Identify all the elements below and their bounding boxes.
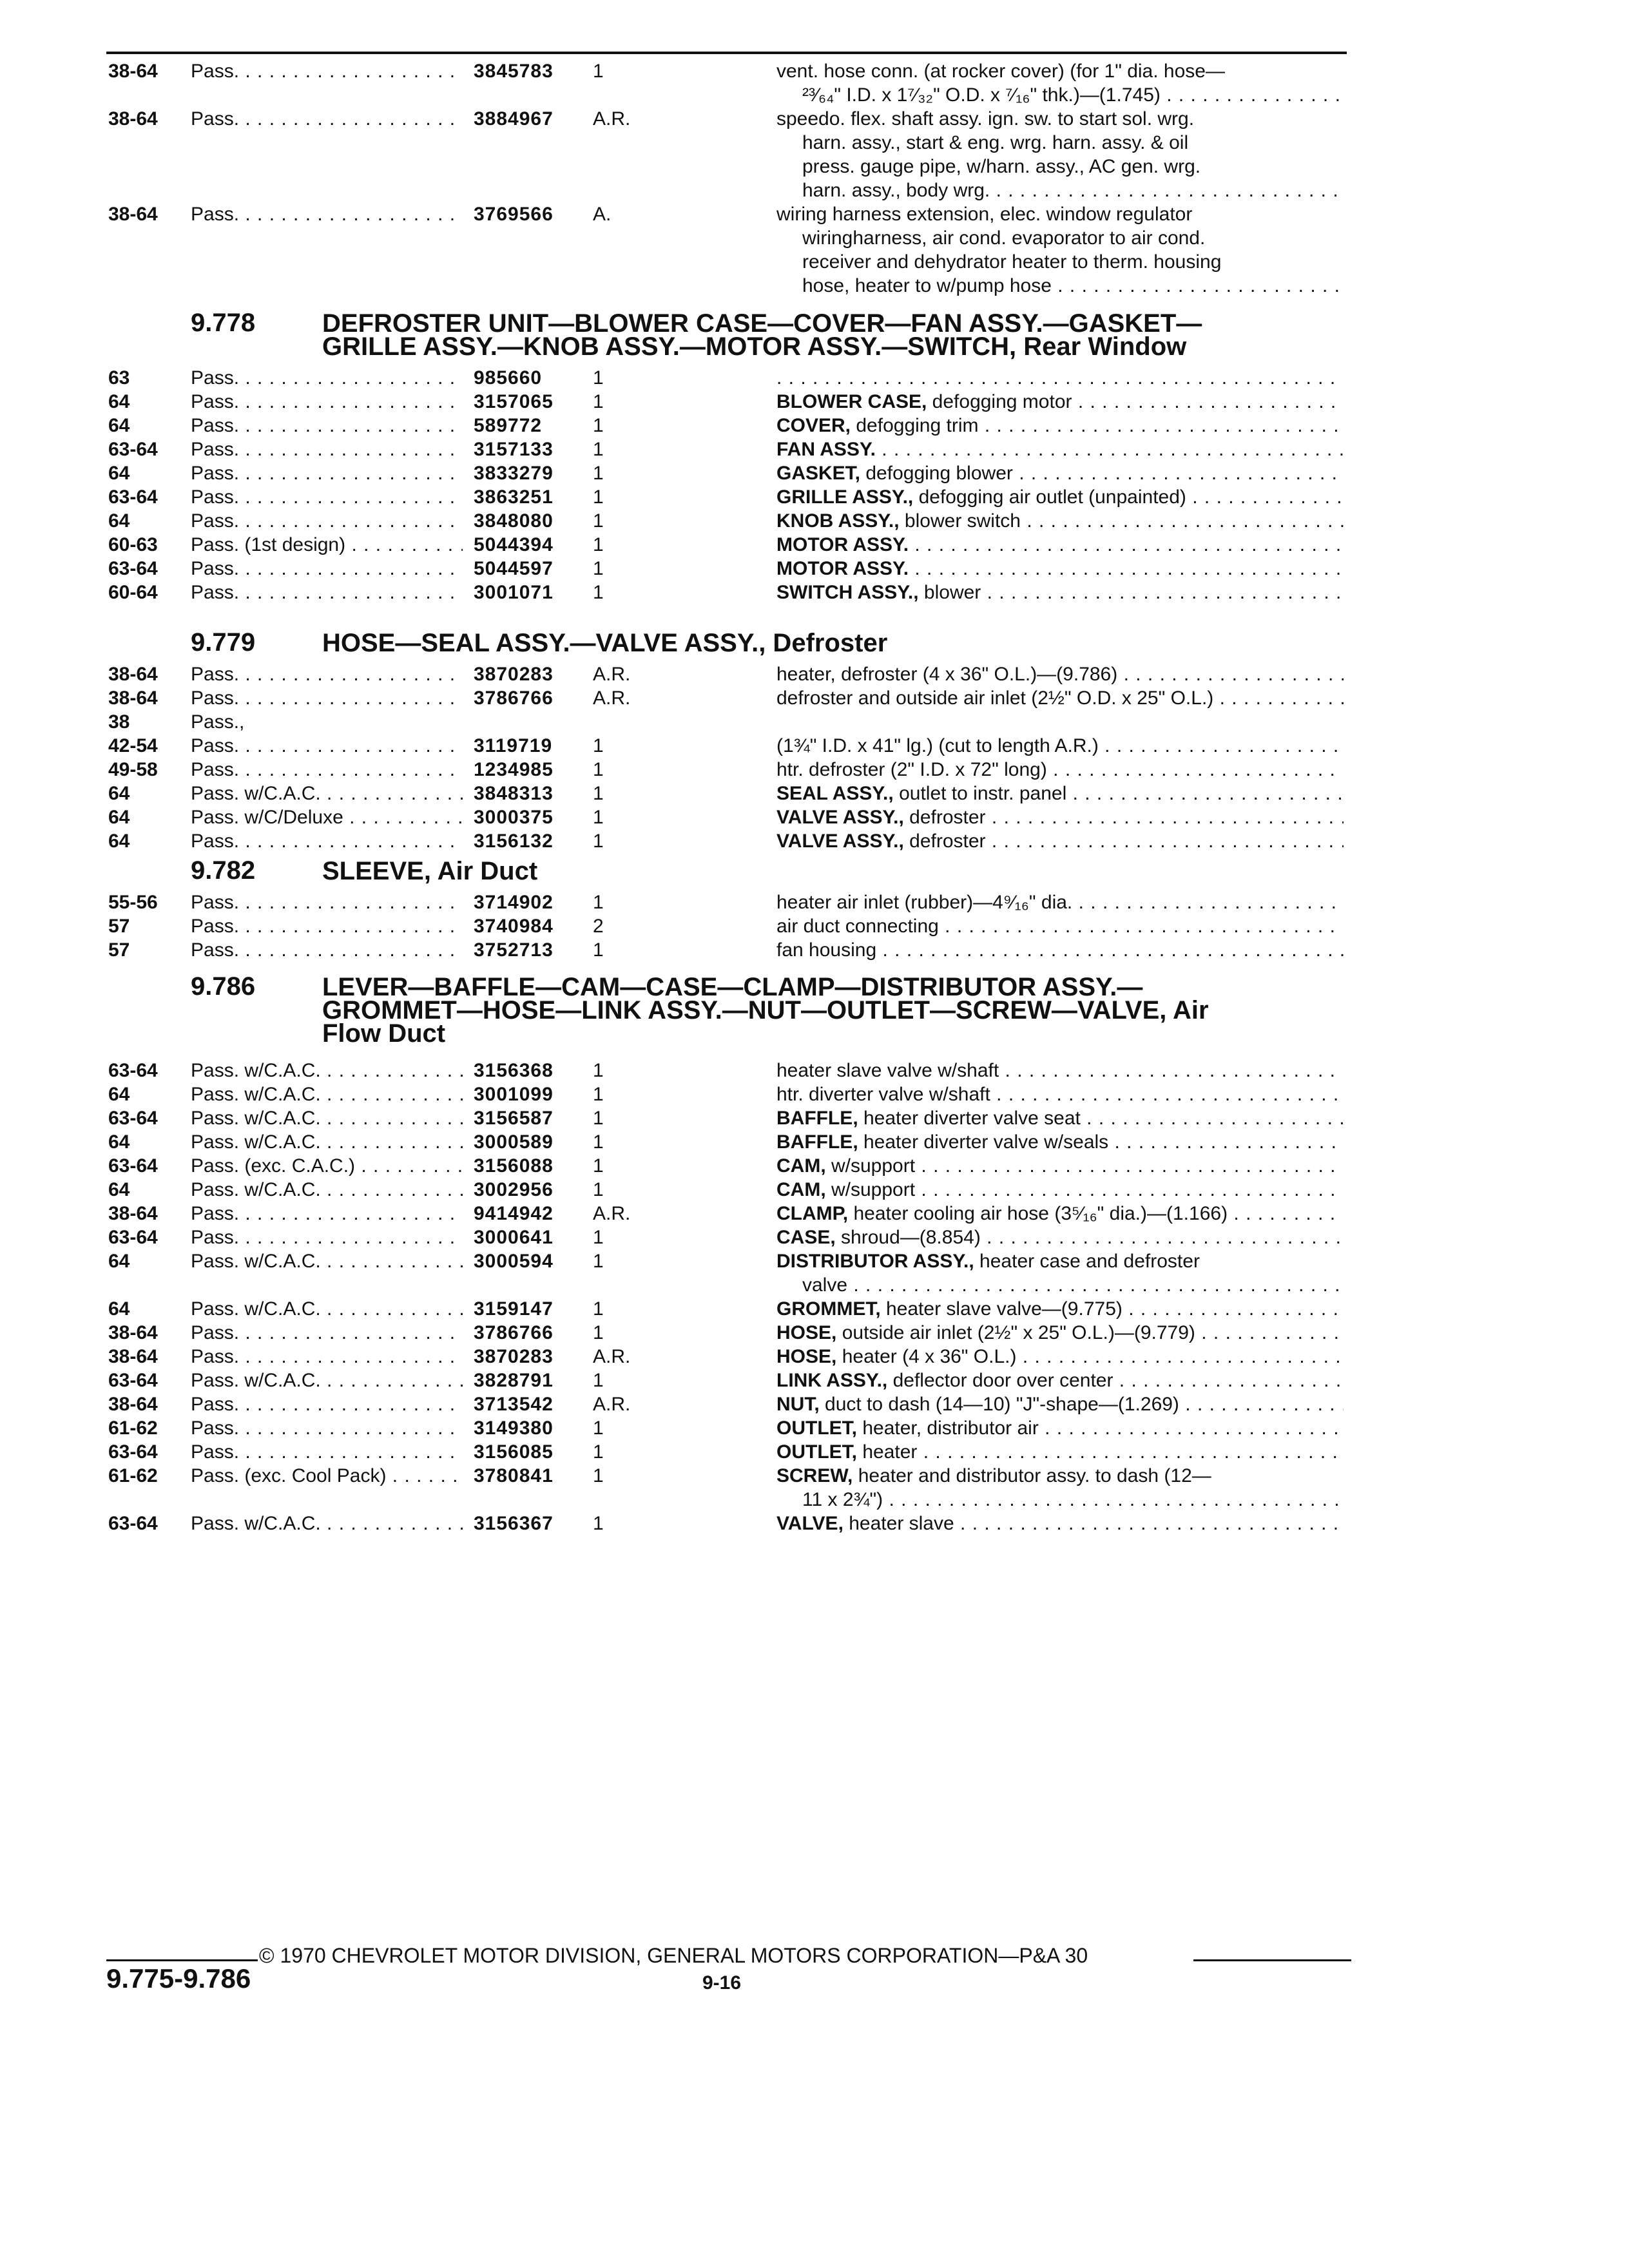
- section-title: GROMMET—HOSE—LINK ASSY.—NUT—OUTLET—SCREW—VALVE, Air: [322, 996, 1209, 1024]
- description: [776, 662, 1344, 686]
- model-name: Pass. . . .: [191, 758, 463, 782]
- part-number: 3159147: [474, 1298, 554, 1320]
- model-name: Pass. . . .: [191, 734, 463, 758]
- description-line: harn. assy., body wrg. . . .: [802, 178, 1344, 202]
- section-title: HOSE—SEAL ASSY.—VALVE ASSY., Defroster: [322, 629, 888, 657]
- model-name: Pass. . . .: [191, 581, 463, 604]
- part-name: VALVE,: [776, 1513, 843, 1534]
- part-number: 3848313: [474, 783, 554, 804]
- part-number: 3884967: [474, 108, 554, 130]
- model-name: Pass. . . .: [191, 662, 463, 686]
- year-range: 60-64: [108, 582, 158, 603]
- model-name: Pass. w/C.A.C. . . .: [191, 1130, 463, 1154]
- part-number: 3740984: [474, 916, 554, 937]
- part-name: VALVE ASSY.,: [776, 831, 904, 852]
- year-range: 38-64: [108, 61, 158, 82]
- quantity: 1: [593, 439, 604, 460]
- part-number: 3001099: [474, 1084, 554, 1105]
- quantity: 1: [593, 892, 604, 913]
- quantity: 1: [593, 807, 604, 828]
- description: [776, 938, 1344, 962]
- description: [776, 890, 1344, 914]
- top-rule: [106, 52, 1347, 54]
- part-detail: outside air inlet (2½" x 25" O.L.)—(9.779): [836, 1322, 1195, 1343]
- year-range: 38-64: [108, 1346, 158, 1367]
- part-detail: heater cooling air hose (3⁵⁄₁₆" dia.)—(1.166): [848, 1203, 1228, 1224]
- part-name: BAFFLE,: [776, 1131, 858, 1153]
- part-detail: outlet to instr. panel: [893, 783, 1067, 804]
- model-name: Pass. . . .: [191, 437, 463, 461]
- section-number: 9.779: [191, 628, 256, 657]
- part-detail: heater diverter valve seat: [858, 1108, 1081, 1129]
- year-range: 64: [108, 807, 130, 828]
- description: [776, 1106, 1344, 1130]
- quantity: 1: [593, 831, 604, 852]
- model-name: Pass. (exc. C.A.C.) . . .: [191, 1154, 463, 1178]
- year-range: 57: [108, 939, 130, 961]
- model-name: Pass. w/C.A.C. . . .: [191, 1297, 463, 1321]
- description: [776, 1297, 1344, 1321]
- year-range: 38-64: [108, 687, 158, 709]
- part-detail: defogging air outlet (unpainted): [913, 486, 1186, 508]
- part-number: 5044597: [474, 558, 554, 579]
- quantity: 1: [593, 1251, 604, 1272]
- year-range: 63-64: [108, 558, 158, 579]
- description: [776, 829, 1344, 853]
- description: [776, 1154, 1344, 1178]
- quantity: A.R.: [593, 1203, 631, 1224]
- quantity: 1: [593, 1465, 604, 1486]
- section-title: GRILLE ASSY.—KNOB ASSY.—MOTOR ASSY.—SWITCH, Rear Window: [322, 332, 1187, 361]
- quantity: 1: [593, 1131, 604, 1153]
- part-number: 3713542: [474, 1394, 554, 1415]
- year-range: 63-64: [108, 1513, 158, 1534]
- model-name: Pass. w/C.A.C. . . .: [191, 1512, 463, 1535]
- year-range: 38-64: [108, 1322, 158, 1343]
- part-detail: blower: [918, 582, 981, 603]
- part-name: OUTLET,: [776, 1418, 857, 1439]
- quantity: 1: [593, 1060, 604, 1081]
- model-name: Pass. w/C.A.C. . . .: [191, 1059, 463, 1082]
- quantity: 1: [593, 1084, 604, 1105]
- part-number: 3002956: [474, 1179, 554, 1200]
- quantity: 1: [593, 1418, 604, 1439]
- part-detail: defogging trim: [851, 415, 979, 436]
- year-range: 63-64: [108, 1108, 158, 1129]
- year-range: 49-58: [108, 759, 158, 780]
- model-name: Pass. (1st design) . . .: [191, 533, 463, 557]
- footer-page-number: 9-16: [702, 1972, 742, 1994]
- part-number: 3780841: [474, 1465, 554, 1486]
- quantity: 1: [593, 1513, 604, 1534]
- part-name: FAN ASSY.: [776, 439, 876, 460]
- part-number: 3119719: [474, 735, 553, 756]
- model-name: Pass. . . .: [191, 1225, 463, 1249]
- year-range: 64: [108, 1131, 130, 1153]
- quantity: 1: [593, 759, 604, 780]
- part-number: 3000594: [474, 1251, 554, 1272]
- part-detail: heater case and defroster: [974, 1251, 1200, 1272]
- year-range: 63-64: [108, 486, 158, 508]
- part-number: 3157133: [474, 439, 554, 460]
- part-number: 1234985: [474, 759, 554, 780]
- quantity: A.R.: [593, 687, 631, 709]
- part-name: GRILLE ASSY.,: [776, 486, 914, 508]
- part-detail: defogging blower: [860, 463, 1013, 484]
- description-line: wiring harness extension, elec. window regulator: [776, 204, 1193, 225]
- year-range: 64: [108, 1179, 130, 1200]
- model-name: Pass. . . .: [191, 414, 463, 437]
- description: [776, 1321, 1344, 1345]
- year-range: 57: [108, 916, 130, 937]
- description: [776, 758, 1344, 782]
- description: [776, 914, 1344, 938]
- description: [776, 1440, 1344, 1464]
- part-number: 3848080: [474, 510, 554, 532]
- model-name: Pass. . . .: [191, 390, 463, 414]
- part-number: 985660: [474, 367, 543, 389]
- year-range: 61-62: [108, 1465, 158, 1486]
- part-number: 3833279: [474, 463, 554, 484]
- footer-copyright: © 1970 CHEVROLET MOTOR DIVISION, GENERAL MOTORS CORPORATION—P&A 30: [259, 1944, 1088, 1967]
- part-detail: w/support: [825, 1179, 916, 1200]
- part-detail: w/support: [825, 1155, 916, 1177]
- quantity: 1: [593, 558, 604, 579]
- part-name: NUT,: [776, 1394, 820, 1415]
- year-range: 63: [108, 367, 130, 389]
- description: [776, 533, 1344, 557]
- year-range: 38: [108, 711, 130, 733]
- part-name: BAFFLE,: [776, 1108, 858, 1129]
- description: [776, 581, 1344, 604]
- year-range: 63-64: [108, 1227, 158, 1248]
- year-range: 63-64: [108, 1155, 158, 1177]
- year-range: 64: [108, 831, 130, 852]
- part-number: 589772: [474, 415, 543, 436]
- description: [776, 437, 1344, 461]
- section-title: DEFROSTER UNIT—BLOWER CASE—COVER—FAN ASSY.—GASKET—: [322, 309, 1202, 338]
- part-number: 3149380: [474, 1418, 554, 1439]
- part-detail: defogging motor: [927, 391, 1072, 412]
- model-name: Pass. w/C.A.C. . . .: [191, 782, 463, 805]
- description: [776, 1178, 1344, 1202]
- part-detail: heater and distributor assy. to dash (12—: [853, 1465, 1211, 1486]
- part-name: VALVE ASSY.,: [776, 807, 904, 828]
- description-line: wiringharness, air cond. evaporator to air cond.: [802, 227, 1206, 249]
- part-detail: htr. defroster (2" I.D. x 72" long): [776, 759, 1047, 780]
- part-number: 3863251: [474, 486, 554, 508]
- quantity: 1: [593, 1322, 604, 1343]
- quantity: 1: [593, 1179, 604, 1200]
- description-line: press. gauge pipe, w/harn. assy., AC gen. wrg.: [802, 156, 1201, 177]
- part-detail: heater diverter valve w/seals: [858, 1131, 1109, 1153]
- quantity: 1: [593, 939, 604, 961]
- part-name: MOTOR ASSY.: [776, 558, 909, 579]
- part-detail: heater: [857, 1441, 918, 1463]
- year-range: 64: [108, 1298, 130, 1320]
- description: [776, 1464, 1344, 1488]
- description: [776, 461, 1344, 485]
- part-number: 3000375: [474, 807, 554, 828]
- part-name: SEAL ASSY.,: [776, 783, 894, 804]
- footer-rule-left: [106, 1959, 258, 1961]
- description-line: harn. assy., start & eng. wrg. harn. assy. & oil: [802, 132, 1189, 153]
- part-detail: htr. diverter valve w/shaft: [776, 1084, 990, 1105]
- model-name: Pass. . . .: [191, 1392, 463, 1416]
- quantity: 1: [593, 391, 604, 412]
- description: [776, 1082, 1344, 1106]
- part-name: MOTOR ASSY.: [776, 534, 909, 555]
- model-name: Pass. w/C.A.C. . . .: [191, 1082, 463, 1106]
- part-number: 3769566: [474, 204, 554, 225]
- description: [776, 1392, 1344, 1416]
- quantity: 1: [593, 367, 604, 389]
- section-title: LEVER—BAFFLE—CAM—CASE—CLAMP—DISTRIBUTOR ASSY.—: [322, 973, 1143, 1001]
- quantity: A.R.: [593, 1394, 631, 1415]
- model-name: Pass. . . .: [191, 890, 463, 914]
- part-detail: heater slave: [843, 1513, 954, 1534]
- part-detail: deflector door over center: [887, 1370, 1113, 1391]
- model-name: Pass. . . .: [191, 1202, 463, 1225]
- quantity: 1: [593, 534, 604, 555]
- model-name: Pass. (exc. Cool Pack) . . .: [191, 1464, 463, 1488]
- year-range: 60-63: [108, 534, 158, 555]
- description: [776, 1249, 1344, 1273]
- model-name: Pass. w/C.A.C. . . .: [191, 1178, 463, 1202]
- quantity: 1: [593, 61, 604, 82]
- part-name: CASE,: [776, 1227, 836, 1248]
- part-number: 3001071: [474, 582, 554, 603]
- quantity: 1: [593, 735, 604, 756]
- description: [776, 414, 1344, 437]
- description: [776, 1345, 1344, 1369]
- year-range: 64: [108, 783, 130, 804]
- part-number: 3870283: [474, 664, 554, 685]
- model-name: Pass. . . .: [191, 1440, 463, 1464]
- model-name: Pass. . . .: [191, 107, 463, 131]
- part-number: 3786766: [474, 1322, 554, 1343]
- year-range: 63-64: [108, 439, 158, 460]
- year-range: 63-64: [108, 1441, 158, 1463]
- footer-section-range: 9.775-9.786: [106, 1963, 251, 1994]
- model-name: Pass. . . .: [191, 59, 463, 83]
- year-range: 64: [108, 510, 130, 532]
- quantity: A.: [593, 204, 612, 225]
- part-detail: heater, distributor air: [857, 1418, 1039, 1439]
- description-line: hose, heater to w/pump hose . . .: [802, 274, 1344, 298]
- description: [776, 557, 1344, 581]
- quantity: 1: [593, 1155, 604, 1177]
- description: [776, 782, 1344, 805]
- part-number: 3845783: [474, 61, 554, 82]
- quantity: 1: [593, 1370, 604, 1391]
- section-number: 9.782: [191, 856, 256, 885]
- part-number: 3828791: [474, 1370, 554, 1391]
- description-continuation: valve . . .: [802, 1273, 1344, 1297]
- part-number: 3156368: [474, 1060, 554, 1081]
- model-name: Pass. . . .: [191, 829, 463, 853]
- quantity: 1: [593, 783, 604, 804]
- model-name: Pass. . . .: [191, 686, 463, 710]
- part-number: 3752713: [474, 939, 554, 961]
- part-number: 3156367: [474, 1513, 554, 1534]
- quantity: 1: [593, 1108, 604, 1129]
- part-detail: (1¾" I.D. x 41" lg.) (cut to length A.R.): [776, 735, 1099, 756]
- description: [776, 1059, 1344, 1082]
- year-range: 38-64: [108, 108, 158, 130]
- model-name: Pass. . . .: [191, 485, 463, 509]
- quantity: 1: [593, 1227, 604, 1248]
- part-name: CAM,: [776, 1155, 826, 1177]
- part-detail: defroster: [903, 831, 986, 852]
- description: [776, 1512, 1344, 1535]
- model-name: Pass. . . .: [191, 461, 463, 485]
- description: [776, 734, 1344, 758]
- quantity: A.R.: [593, 664, 631, 685]
- year-range: 42-54: [108, 735, 158, 756]
- model-name: Pass. . . .: [191, 557, 463, 581]
- part-detail: heater, defroster (4 x 36" O.L.)—(9.786): [776, 664, 1118, 685]
- description: [776, 485, 1344, 509]
- part-name: HOSE,: [776, 1346, 837, 1367]
- part-detail: defroster and outside air inlet (2½" O.D. x 25" O.L.): [776, 687, 1214, 709]
- part-detail: fan housing: [776, 939, 877, 961]
- quantity: A.R.: [593, 108, 631, 130]
- model-name: Pass. w/C.A.C. . . .: [191, 1249, 463, 1273]
- year-range: 64: [108, 1084, 130, 1105]
- part-detail: defroster: [903, 807, 986, 828]
- part-number: 3156132: [474, 831, 554, 852]
- part-name: COVER,: [776, 415, 851, 436]
- part-name: LINK ASSY.,: [776, 1370, 888, 1391]
- description-line: receiver and dehydrator heater to therm. housing: [802, 251, 1222, 273]
- part-detail: air duct connecting: [776, 916, 939, 937]
- description-line: vent. hose conn. (at rocker cover) (for 1" dia. hose—: [776, 61, 1225, 82]
- part-detail: blower switch: [899, 510, 1021, 532]
- part-number: 9414942: [474, 1203, 554, 1224]
- year-range: 64: [108, 1251, 130, 1272]
- year-range: 38-64: [108, 664, 158, 685]
- model-name: Pass. . . .: [191, 1321, 463, 1345]
- year-range: 55-56: [108, 892, 158, 913]
- part-number: 3157065: [474, 391, 554, 412]
- part-number: 3000589: [474, 1131, 554, 1153]
- part-detail: shroud—(8.854): [835, 1227, 981, 1248]
- model-name: Pass. . . .: [191, 366, 463, 390]
- description: [776, 805, 1344, 829]
- part-name: CLAMP,: [776, 1203, 849, 1224]
- part-number: 3000641: [474, 1227, 554, 1248]
- description: [776, 1130, 1344, 1154]
- quantity: 1: [593, 415, 604, 436]
- part-name: HOSE,: [776, 1322, 837, 1343]
- model-name: Pass. . . .: [191, 914, 463, 938]
- description-leader: [776, 366, 1344, 390]
- part-name: OUTLET,: [776, 1441, 857, 1463]
- section-title: SLEEVE, Air Duct: [322, 857, 538, 885]
- description-line: ²³⁄₆₄" I.D. x 1⁷⁄₃₂" O.D. x ⁷⁄₁₆" thk.)—(1.745) . . .: [802, 83, 1344, 107]
- description: [776, 509, 1344, 533]
- part-detail: duct to dash (14—10) "J"-shape—(1.269): [819, 1394, 1179, 1415]
- quantity: 1: [593, 1441, 604, 1463]
- description: [776, 686, 1344, 710]
- part-name: GASKET,: [776, 463, 861, 484]
- year-range: 38-64: [108, 1203, 158, 1224]
- part-name: CAM,: [776, 1179, 826, 1200]
- quantity: 1: [593, 463, 604, 484]
- section-title: Flow Duct: [322, 1019, 446, 1048]
- description: [776, 390, 1344, 414]
- model-name: Pass. . . .: [191, 202, 463, 226]
- description: [776, 1202, 1344, 1225]
- part-detail: heater slave valve—(9.775): [880, 1298, 1123, 1320]
- part-name: KNOB ASSY.,: [776, 510, 900, 532]
- section-number: 9.786: [191, 972, 256, 1001]
- model-name: Pass. w/C.A.C. . . .: [191, 1369, 463, 1392]
- quantity: 1: [593, 1298, 604, 1320]
- part-name: SWITCH ASSY.,: [776, 582, 919, 603]
- part-name: GROMMET,: [776, 1298, 881, 1320]
- quantity: 1: [593, 510, 604, 532]
- part-name: DISTRIBUTOR ASSY.,: [776, 1251, 974, 1272]
- part-detail: heater air inlet (rubber)—4⁹⁄₁₆" dia.: [776, 892, 1073, 913]
- quantity: 1: [593, 582, 604, 603]
- quantity: 2: [593, 916, 604, 937]
- model-name: Pass. . . .: [191, 509, 463, 533]
- year-range: 63-64: [108, 1060, 158, 1081]
- year-range: 38-64: [108, 204, 158, 225]
- part-detail: heater slave valve w/shaft: [776, 1060, 999, 1081]
- description: [776, 1416, 1344, 1440]
- model-name: Pass. . . .: [191, 1416, 463, 1440]
- part-name: SCREW,: [776, 1465, 853, 1486]
- quantity: 1: [593, 486, 604, 508]
- model-name: Pass. . . .: [191, 1345, 463, 1369]
- part-number: 3156088: [474, 1155, 554, 1177]
- model-name: Pass.,: [191, 711, 245, 733]
- part-number: 5044394: [474, 534, 554, 555]
- model-name: Pass. . . .: [191, 938, 463, 962]
- description: [776, 1369, 1344, 1392]
- part-name: BLOWER CASE,: [776, 391, 927, 412]
- part-number: 3156085: [474, 1441, 554, 1463]
- model-name: Pass. w/C.A.C. . . .: [191, 1106, 463, 1130]
- year-range: 63-64: [108, 1370, 158, 1391]
- year-range: 38-64: [108, 1394, 158, 1415]
- part-number: 3714902: [474, 892, 554, 913]
- description: [776, 1225, 1344, 1249]
- quantity: A.R.: [593, 1346, 631, 1367]
- model-name: Pass. w/C/Deluxe . . .: [191, 805, 463, 829]
- part-number: 3786766: [474, 687, 554, 709]
- year-range: 64: [108, 391, 130, 412]
- year-range: 64: [108, 463, 130, 484]
- part-number: 3870283: [474, 1346, 554, 1367]
- part-number: 3156587: [474, 1108, 554, 1129]
- section-number: 9.778: [191, 309, 256, 337]
- description-line: speedo. flex. shaft assy. ign. sw. to start sol. wrg.: [776, 108, 1195, 130]
- footer-rule-right: [1193, 1959, 1351, 1961]
- year-range: 61-62: [108, 1418, 158, 1439]
- description-continuation: 11 x 2¾") . . .: [802, 1488, 1344, 1512]
- part-detail: heater (4 x 36" O.L.): [836, 1346, 1017, 1367]
- year-range: 64: [108, 415, 130, 436]
